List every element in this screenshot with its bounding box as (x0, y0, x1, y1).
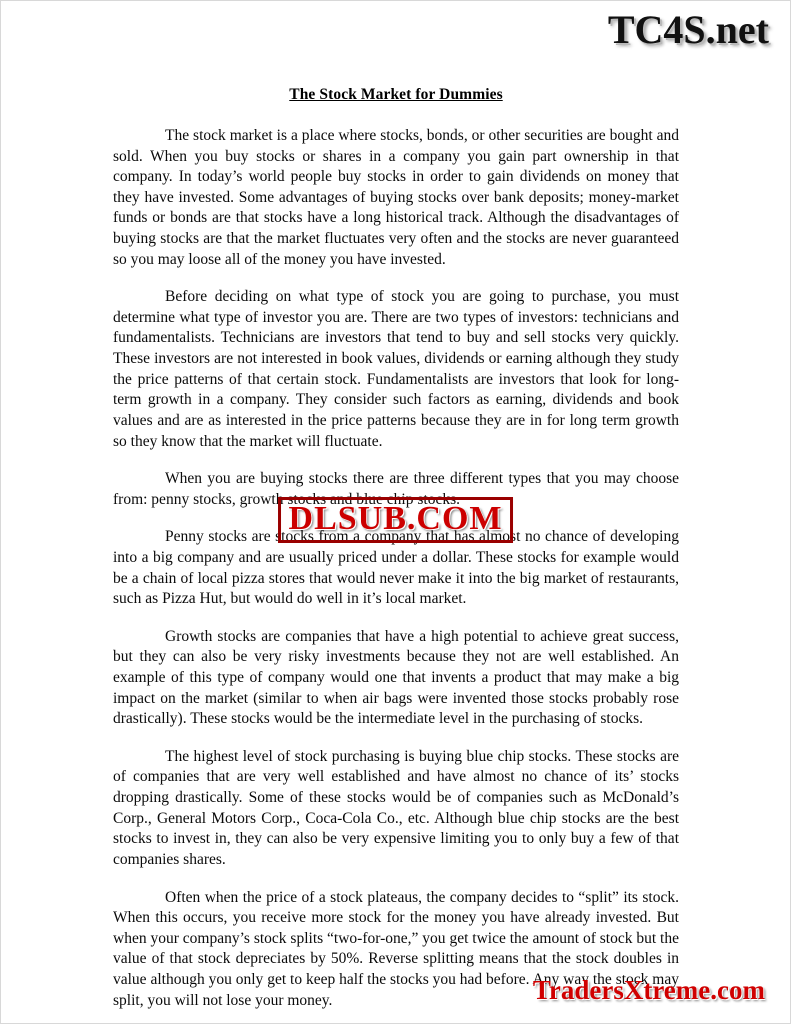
paragraph: The stock market is a place where stocks, bonds, or other securities are bought and sold. When you buy stocks or shares in a company you gain part ownership in that company. In today’s world people buy stocks in order to gain dividends on money that they have invested. Some advantages of buying stocks over bank deposits; money-market funds or bonds are that stocks have a long historical track. Although the disadvantages of buying stocks are that the market fluctuates very often and the stocks are never guaranteed so you may loose all of the money you have invested. (113, 127, 679, 268)
page-title: The Stock Market for Dummies (289, 86, 503, 103)
paragraph: Often when the price of a stock plateaus, the company decides to “split” its stock. When this occurs, you receive more stock for the money you have already invested. But when your company’s stock splits “two-for-one,” you get twice the amount of stock but the value of that stock depreciates by 50%. Reverse splitting means that the stock doubles in value although you only get to keep half the stocks you had before. Any way the stock may split, you will not lose your money. (113, 888, 679, 1009)
paragraph: The highest level of stock purchasing is buying blue chip stocks. These stocks are of companies that are very well established and have almost no chance of its’ stocks dropping drastically. Some of these stocks would be of companies such as McDonald’s Corp., General Motors Corp., Coca-Cola Co., etc. Although blue chip stocks are the best stocks to invest in, they can also be very expensive limiting you to only buy a few of that companies shares. (113, 747, 679, 868)
paragraph: Before deciding on what type of stock you are going to purchase, you must determine what type of investor you are. There are two types of investors: technicians and fundamentalists. Technicians are investors that tend to buy and sell stocks very quickly. These investors are not interested in book values, dividends or earning although they study the price patterns of that certain stock. Fundamentalists are investors that look for long-term growth in a company. They consider such factors as earning, dividends and book values and are as interested in the price patterns because they are in for long term growth so they know that the market will fluctuate. (113, 288, 679, 450)
paragraph: Penny stocks are stocks from a company that has almost no chance of developing into a big company and are usually priced under a dollar. These stocks for example would be a chain of local pizza stores that would never make it into the big market of restaurants, such as Pizza Hut, but would do well in it’s local market. (113, 528, 679, 608)
watermark-bottom-right: TradersXtreme.com (532, 975, 765, 1005)
paragraph: When you are buying stocks there are three different types that you may choose from: penny stocks, growth stocks and blue chip stocks. (113, 470, 679, 508)
document-body (113, 86, 679, 1011)
watermark-top-right: TC4S.net (607, 7, 769, 52)
paragraph: Growth stocks are companies that have a high potential to achieve great success, but they can also be very risky investments because they not are well established. An example of this type of company would one that invents a product that may make a big impact on the market (similar to when air bags were invented those stocks probably rose drastically). These stocks would be the intermediate level in the purchasing of stocks. (113, 627, 679, 728)
watermark-middle: DLSUB.COM (278, 497, 514, 543)
